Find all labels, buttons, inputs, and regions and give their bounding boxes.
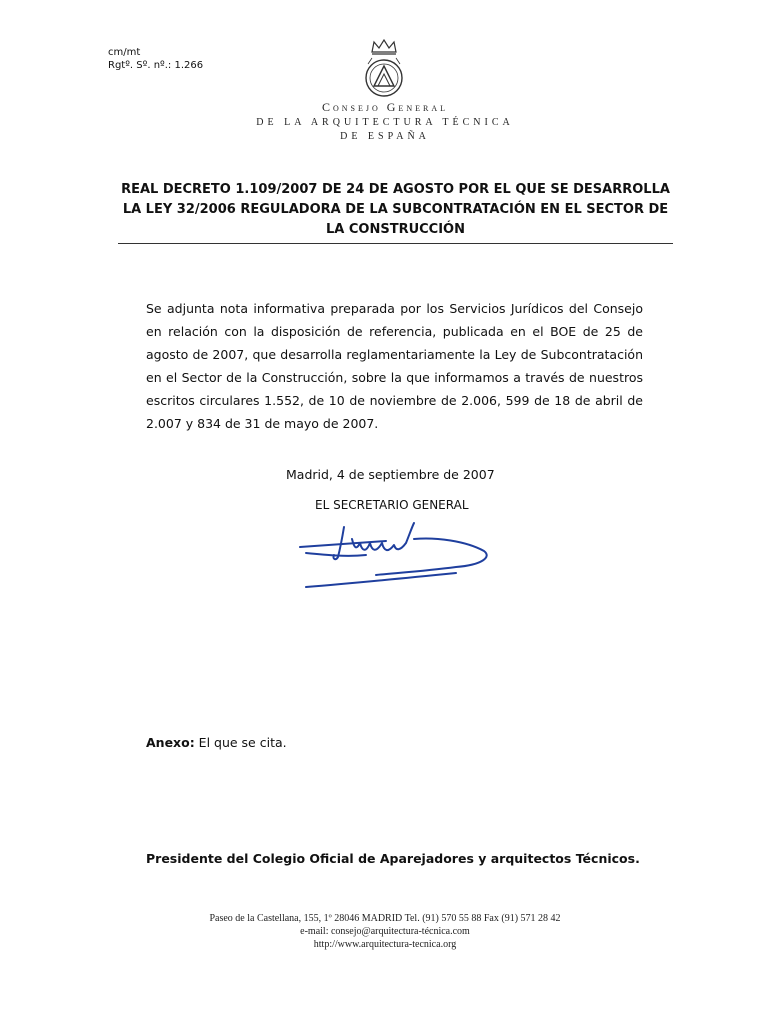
title-divider	[118, 243, 673, 244]
annex-text: El que se cita.	[194, 735, 287, 750]
annex-line	[146, 735, 287, 750]
recipient-line: Presidente del Colegio Oficial de Aparejadores y arquitectos Técnicos.	[146, 851, 640, 866]
annex-label: Anexo:	[146, 735, 195, 750]
handwritten-signature	[296, 515, 496, 595]
reference-block	[108, 46, 203, 72]
footer-address: Paseo de la Castellana, 155, 1º 28046 MADRID Tel. (91) 570 55 88 Fax (91) 571 28 42	[209, 913, 561, 924]
footer-website: http://www.arquitectura-tecnica.org	[313, 939, 457, 950]
footer-email: e-mail: consejo@arquitectura-técnica.com	[300, 926, 470, 937]
ref-registry: Rgtº. Sº. nº.: 1.266	[108, 60, 204, 71]
signer-title: EL SECRETARIO GENERAL	[315, 498, 469, 512]
org-name: Consejo General	[321, 100, 448, 114]
document-title: REAL DECRETO 1.109/2007 DE 24 DE AGOSTO POR EL QUE SE DESARROLLA LA LEY 32/2006 REGULADORA DE LA SUBCONTRATACIÓN EN EL SECTOR DE LA CONSTRUCCIÓN	[121, 182, 670, 237]
council-crest-icon	[360, 38, 408, 102]
date-line: Madrid, 4 de septiembre de 2007	[286, 467, 495, 482]
org-subtitle: DE LA ARQUITECTURA TÉCNICA	[256, 117, 514, 128]
footer-contact	[0, 912, 770, 951]
ref-initials: cm/mt	[108, 47, 141, 58]
body-paragraph: Se adjunta nota informativa preparada por los Servicios Jurídicos del Consejo en relación con la disposición de referencia, publicada en el BOE de 25 de agosto de 2007, que desarrolla reglamentariamente la Ley de Subcontratación en el Sector de la Construcción, sobre la que informamos a través de nuestros escritos circulares 1.552, de 10 de noviembre de 2.006, 599 de 18 de abril de 2.007 y 834 de 31 de mayo de 2007.	[146, 301, 643, 431]
org-country: DE ESPAÑA	[340, 131, 430, 142]
